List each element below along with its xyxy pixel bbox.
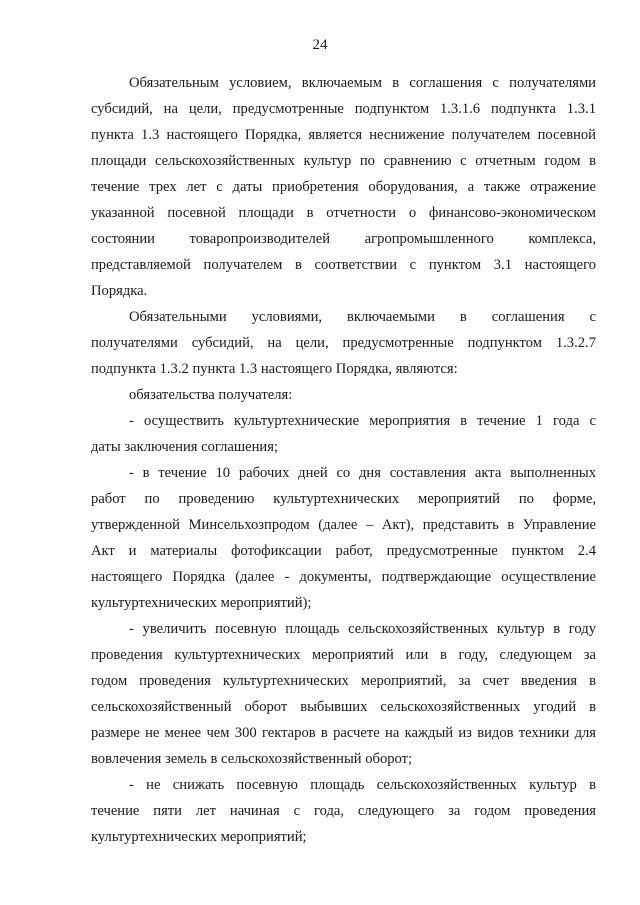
text-line: культуртехнических мероприятий); (91, 595, 312, 611)
text-line: размере не менее чем 300 гектаров в расчете на каждый из видов техники для (91, 725, 596, 741)
paragraph (91, 304, 596, 382)
paragraph (91, 382, 596, 408)
text-line: площади сельскохозяйственных культур по сравнению с отчетным годом в (91, 153, 596, 169)
paragraph (91, 616, 596, 772)
text-line: состоянии товаропроизводителей агропромышленного комплекса, (91, 231, 596, 247)
text-line: течение пяти лет начиная с года, следующего за годом проведения (91, 803, 596, 819)
text-line: обязательства получателя: (129, 387, 293, 403)
text-line: Обязательным условием, включаемым в соглашения с получателями (129, 75, 596, 91)
page-number: 24 (312, 37, 328, 53)
text-line: получателями субсидий, на цели, предусмотренные подпунктом 1.3.2.7 (91, 335, 596, 351)
text-line: пункта 1.3 настоящего Порядка, является неснижение получателем посевной (91, 127, 596, 143)
text-line: подпункта 1.3.2 пункта 1.3 настоящего Порядка, являются: (91, 361, 458, 377)
text-line: указанной посевной площади в отчетности о финансово-экономическом (91, 205, 596, 221)
text-line: Акт и материалы фотофиксации работ, предусмотренные пунктом 2.4 (91, 543, 596, 559)
paragraph (91, 70, 596, 304)
text-line: настоящего Порядка (далее - документы, подтверждающие осуществление (91, 569, 596, 585)
text-line: субсидий, на цели, предусмотренные подпунктом 1.3.1.6 подпункта 1.3.1 (91, 101, 596, 117)
paragraph (91, 772, 596, 850)
text-line: сельскохозяйственный оборот выбывших сельскохозяйственных угодий в (91, 699, 596, 715)
text-line: - в течение 10 рабочих дней со дня составления акта выполненных (129, 465, 596, 481)
document-body (91, 70, 596, 850)
text-line: - не снижать посевную площадь сельскохозяйственных культур в (129, 777, 596, 793)
text-line: течение трех лет с даты приобретения оборудования, а также отражение (91, 179, 596, 195)
text-line: годом проведения культуртехнических мероприятий, за счет введения в (91, 673, 596, 689)
text-line: даты заключения соглашения; (91, 439, 278, 455)
text-line: - увеличить посевную площадь сельскохозяйственных культур в году (129, 621, 596, 637)
text-line: проведения культуртехнических мероприятий или в году, следующем за (91, 647, 596, 663)
paragraph (91, 460, 596, 616)
paragraph (91, 408, 596, 460)
text-line: представляемой получателем в соответствии с пунктом 3.1 настоящего (91, 257, 596, 273)
text-line: утвержденной Минсельхозпродом (далее – Акт), представить в Управление (91, 517, 596, 533)
text-line: Порядка. (91, 283, 148, 299)
text-line: культуртехнических мероприятий; (91, 829, 307, 845)
text-line: работ по проведению культуртехнических мероприятий по форме, (91, 491, 596, 507)
text-line: вовлечения земель в сельскохозяйственный оборот; (91, 751, 413, 767)
text-line: - осуществить культуртехнические мероприятия в течение 1 года с (129, 413, 596, 429)
text-line: Обязательными условиями, включаемыми в соглашения с (129, 309, 596, 325)
